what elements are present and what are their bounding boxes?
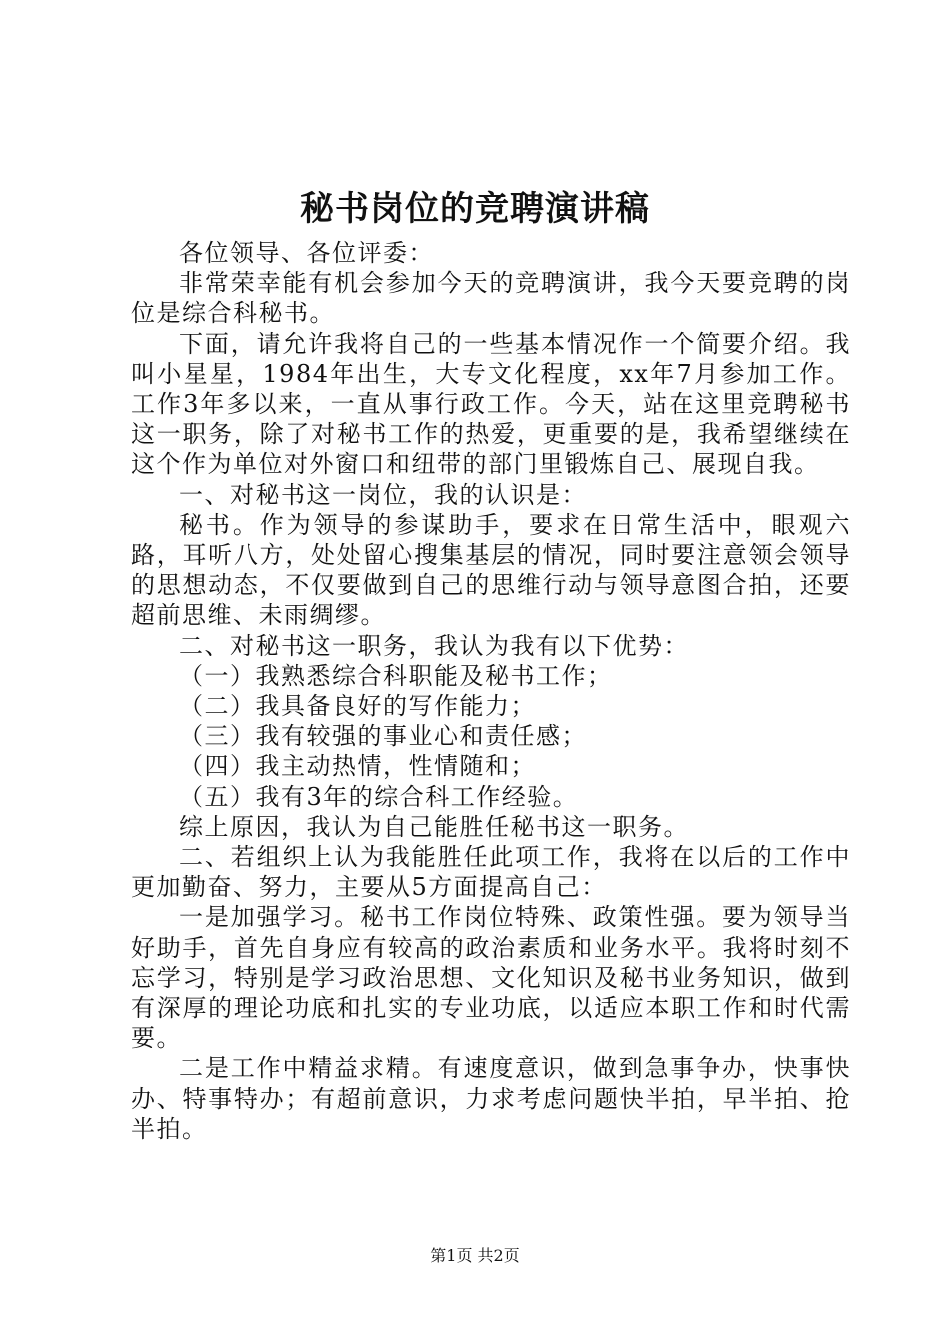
paragraph-plan-study: 一是加强学习。秘书工作岗位特殊、政策性强。要为领导当好助手，首先自身应有较高的政治素质和业务水平。我将时刻不忘学习，特别是学习政治思想、文化知识及秘书业务知识，做到有深厚的理论功底和扎实的专业功底，以适应本职工作和时代需要。 — [131, 903, 851, 1053]
document-body — [131, 238, 851, 1144]
list-item-advantage: （二）我具备良好的写作能力； — [179, 692, 536, 721]
section-heading-advantages: 二、对秘书这一职务，我认为我有以下优势： — [179, 631, 689, 660]
paragraph-background: 下面，请允许我将自己的一些基本情况作一个简要介绍。我叫小星星，1984年出生，大专文化程度，xx年7月参加工作。工作3年多以来，一直从事行政工作。今天，站在这里竞聘秘书这一职务，除了对秘书工作的热爱，更重要的是，我希望继续在这个作为单位对外窗口和纽带的部门里锻炼自己、展现自我。 — [131, 329, 851, 479]
paragraph-understanding: 秘书。作为领导的参谋助手，要求在日常生活中，眼观六路，耳听八方，处处留心搜集基层的情况，同时要注意领会领导的思想动态，不仅要做到自己的思维行动与领导意图合拍，还要超前思维、未雨绸缪。 — [131, 510, 851, 630]
list-item-advantage: （四）我主动热情，性情随和； — [179, 752, 536, 781]
paragraph-salutation: 各位领导、各位评委： — [179, 239, 434, 267]
list-item-advantage: （一）我熟悉综合科职能及秘书工作； — [179, 661, 613, 690]
section-heading-plans: 二、若组织上认为我能胜任此项工作，我将在以后的工作中更加勤奋、努力，主要从5方面提高自己： — [131, 843, 851, 902]
page-number: 第1页 共2页 — [430, 1246, 520, 1265]
list-item-advantage: （三）我有较强的事业心和责任感； — [179, 722, 587, 751]
paragraph-summary: 综上原因，我认为自己能胜任秘书这一职务。 — [179, 812, 689, 841]
paragraph-plan-excellence: 二是工作中精益求精。有速度意识，做到急事争办，快事快办、特事特办；有超前意识，力求考虑问题快半拍，早半拍、抢半拍。 — [131, 1054, 851, 1143]
page-title: 秘书岗位的竞聘演讲稿 — [300, 189, 650, 229]
paragraph-intro: 非常荣幸能有机会参加今天的竞聘演讲，我今天要竞聘的岗位是综合科秘书。 — [131, 269, 851, 328]
section-heading-understanding: 一、对秘书这一岗位，我的认识是： — [179, 480, 587, 509]
list-item-advantage: （五）我有3年的综合科工作经验。 — [179, 782, 579, 811]
